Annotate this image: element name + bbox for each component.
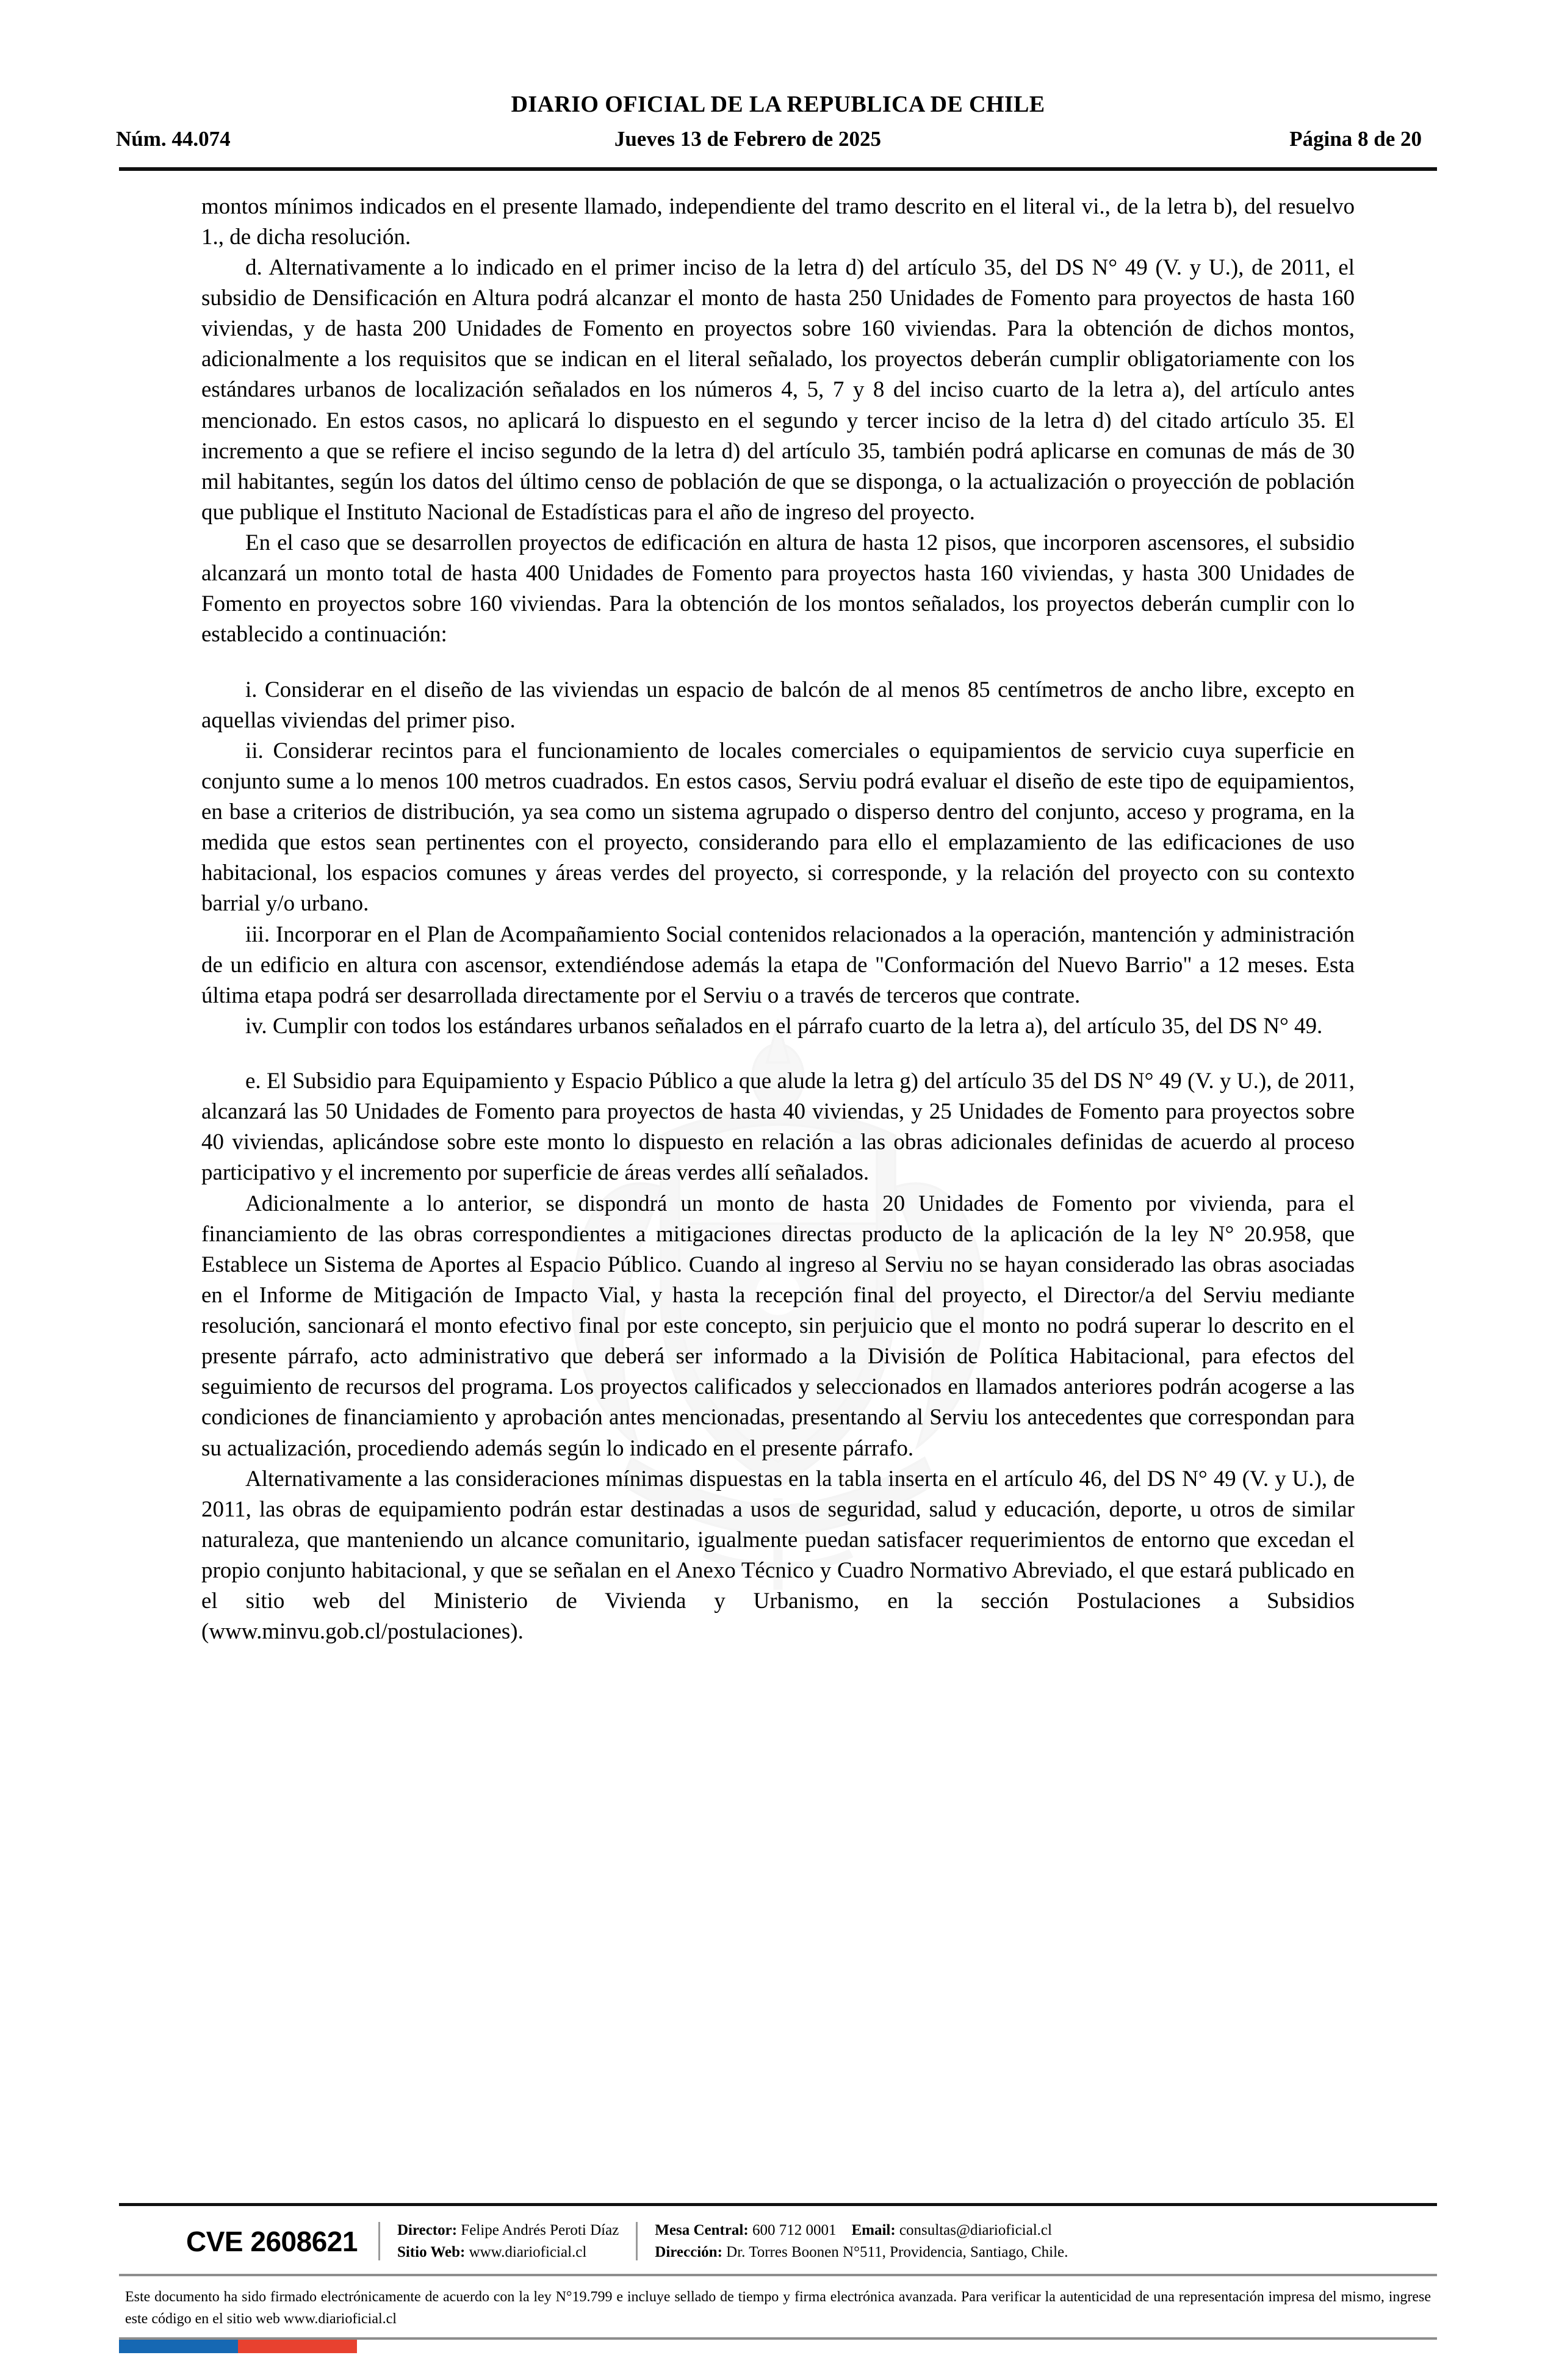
body-paragraph-item-iii: iii. Incorporar en el Plan de Acompañamiento Social contenidos relacionados a la operación, mantención y administración de un edificio en altura con ascensor, extendiéndose además la etapa de "Conformación del Nuevo Barrio" a 12 meses. Esta última etapa podrá ser desarrollada directamente por el Serviu o a través de terceros que contrate. (201, 921, 1355, 1008)
address-label: Dirección: (655, 2243, 722, 2260)
body-paragraph-item-ii: ii. Considerar recintos para el funcionamiento de locales comerciales o equipamientos de servicio cuya superficie en conjunto sume a lo menos 100 metros cuadrados. En estos casos, Serviu podrá evaluar el diseño de este tipo de equipamientos, en base a criterios de distribución, ya sea como un sistema agrupado o disperso dentro del conjunto, acceso y programa, en la medida que estos sean pertinentes con el proyecto, considerando para ello el emplazamiento de las edificaciones de uso habitacional, los espacios comunes y áreas verdes del proyecto, si corresponde, y la relación del proyecto con su contexto barrial y/o urbano. (201, 738, 1355, 917)
page-indicator: Página 8 de 20 (1289, 126, 1422, 151)
issue-number: Núm. 44.074 (116, 126, 231, 151)
page-footer (0, 2203, 1556, 2380)
flag-blue-segment (119, 2340, 238, 2353)
director-line (397, 2220, 619, 2241)
cve-code: CVE 2608621 (186, 2225, 358, 2257)
address-value: Dr. Torres Boonen N°511, Providencia, Santiago, Chile. (726, 2243, 1068, 2260)
electronic-signature-disclaimer: Este documento ha sido firmado electrónicamente de acuerdo con la ley N°19.799 e incluye sellado de tiempo y firma electrónica avanzada. Para verificar la autenticidad de una representación impresa del mismo, ingrese este código en el sitio web www.diarioficial.cl (125, 2289, 1431, 2327)
email-label: Email: (851, 2222, 896, 2238)
switchboard-value: 600 712 0001 (752, 2222, 837, 2238)
body-paragraph-item-i: i. Considerar en el diseño de las viviendas un espacio de balcón de al menos 85 centímetros de ancho libre, excepto en aquellas viviendas del primer piso. (201, 677, 1355, 733)
chile-flag-bar (119, 2340, 357, 2353)
body-paragraph: Alternativamente a las consideraciones mínimas dispuestas en la tabla inserta en el artículo 46, del DS N° 49 (V. y U.), de 2011, las obras de equipamiento podrán estar destinadas a usos de seguridad, salud y educación, deporte, u otros de similar naturaleza, que manteniendo un alcance comunitario, igualmente puedan satisfacer requerimientos de entorno que excedan el propio conjunto habitacional, y que se señalan en el Anexo Técnico y Cuadro Normativo Abreviado, el que estará publicado en el sitio web del Ministerio de Vivienda y Urbanismo, en la sección Postulaciones a Subsidios (www.minvu.gob.cl/postulaciones). (201, 1466, 1355, 1645)
director-label: Director: (397, 2222, 458, 2238)
director-value: Felipe Andrés Peroti Díaz (461, 2222, 619, 2238)
address-line (655, 2241, 1068, 2263)
switchboard-email-line (655, 2220, 1068, 2241)
website-line (397, 2241, 619, 2263)
footer-info-row (0, 2206, 1556, 2274)
issue-date: Jueves 13 de Febrero de 2025 (614, 126, 881, 151)
masthead (0, 0, 1556, 171)
website-value[interactable]: www.diarioficial.cl (469, 2243, 587, 2260)
body-paragraph-item-e: e. El Subsidio para Equipamiento y Espacio Público a que alude la letra g) del artículo 35 del DS N° 49 (V. y U.), de 2011, alcanzará las 50 Unidades de Fomento para proyectos de hasta 40 viviendas, y 25 Unidades de Fomento para proyectos sobre 40 viviendas, aplicándose sobre este monto lo dispuesto en relación a las obras adicionales definidas de acuerdo al proceso participativo y el incremento por superficie de áreas verdes allí señalados. (201, 1069, 1355, 1186)
body-paragraph: d. Alternativamente a lo indicado en el primer inciso de la letra d) del artículo 35, del DS N° 49 (V. y U.), de 2011, el subsidio de Densificación en Altura podrá alcanzar el monto de hasta 250 Unidades de Fomento para proyectos de hasta 160 viviendas, y de hasta 200 Unidades de Fomento en proyectos sobre 160 viviendas. Para la obtención de dichos montos, adicionalmente a los requisitos que se indican en el literal señalado, los proyectos deberán cumplir obligatoriamente con los estándares urbanos de localización señalados en los números 4, 5, 7 y 8 del inciso cuarto de la letra a), del artículo antes mencionado. En estos casos, no aplicará lo dispuesto en el segundo y tercer inciso de la letra d) del citado artículo 35. El incremento a que se refiere el inciso segundo de la letra d) del artículo 35, también podrá aplicarse en comunas de más de 30 mil habitantes, según los datos del último censo de población de que se disponga, o la actualización o proyección de población que publique el Instituto Nacional de Estadísticas para el año de ingreso del proyecto. (201, 254, 1355, 525)
body-paragraph: montos mínimos indicados en el presente llamado, independiente del tramo descrito en el literal vi., de la letra b), del resuelvo 1., de dicha resolución. (201, 193, 1355, 250)
footer-contact-right (638, 2220, 1085, 2263)
switchboard-label: Mesa Central: (655, 2222, 749, 2238)
publication-title: DIARIO OFICIAL DE LA REPUBLICA DE CHILE (511, 92, 1045, 117)
document-body (201, 171, 1355, 1648)
body-paragraph: En el caso que se desarrollen proyectos de edificación en altura de hasta 12 pisos, que incorporen ascensores, el subsidio alcanzará un monto total de hasta 400 Unidades de Fomento para proyectos hasta 160 viviendas, y hasta 300 Unidades de Fomento en proyectos sobre 160 viviendas. Para la obtención de los montos señalados, los proyectos deberán cumplir con lo establecido a continuación: (201, 530, 1355, 647)
footer-contact-left (380, 2220, 636, 2263)
footer-bottom-padding (0, 2353, 1556, 2380)
body-paragraph-item-iv: iv. Cumplir con todos los estándares urbanos señalados en el párrafo cuarto de la letra a), del artículo 35, del DS N° 49. (245, 1013, 1323, 1039)
masthead-meta-row (0, 118, 1556, 151)
body-paragraph: Adicionalmente a lo anterior, se dispondrá un monto de hasta 20 Unidades de Fomento por vivienda, para el financiamiento de las obras correspondientes a mitigaciones directas producto de la aplicación de la ley N° 20.958, que Establece un Sistema de Aportes al Espacio Público. Cuando al ingreso al Serviu no se hayan considerado las obras asociadas en el Informe de Mitigación de Impacto Vial, y hasta la recepción final del proyecto, el Director/a del Serviu mediante resolución, sancionará el monto efectivo final por este concepto, sin perjuicio que el monto no podrá superar lo descrito en el presente párrafo, acto administrativo que deberá ser informado a la División de Política Habitacional, para efectos del seguimiento de recursos del programa. Los proyectos calificados y seleccionados en llamados anteriores podrán acogerse a las condiciones de financiamiento y aprobación antes mencionadas, presentando al Serviu los antecedentes que correspondan para su actualización, procediendo además según lo indicado en el presente párrafo. (201, 1191, 1355, 1461)
flag-red-segment (238, 2340, 357, 2353)
email-value[interactable]: consultas@diarioficial.cl (899, 2222, 1052, 2238)
website-label: Sitio Web: (397, 2243, 466, 2260)
